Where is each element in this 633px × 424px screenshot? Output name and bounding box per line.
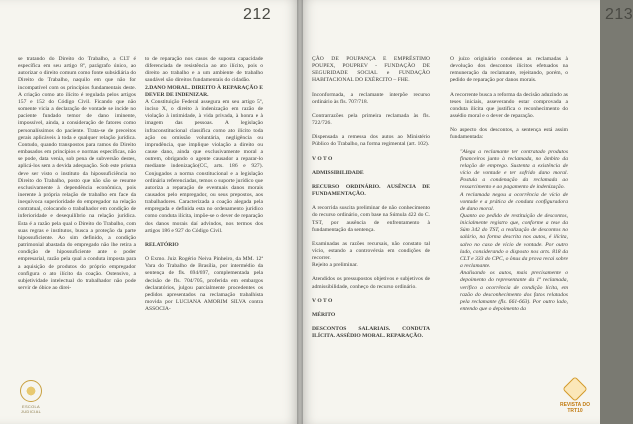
paragraph: A Constituição Federal assegura em seu artigo 5º, inciso X, o direito à indenização em razão de violação à intimidade, à vida privada, à honra e à imagem das pessoas. A legislação infraconstitucional classifica como ato ilícito toda ação ou omissão voluntária, negligência ou imprudência, que implique violação a direito ou cause dano, ainda que exclusivamente moral a outrem, obrigando o agente causador a reparar-lo mediante indenização(CC, arts. 186 e 927). Conjugados a norma constitucional e a legislação ordinária referenciadas, temos o suporte jurídico que autoriza a reparação de eventuais danos morais causados pelo empregador, ou seus prepostos, aos trabalhadores. Caracterizada a coação alegada pela empregada e definida esta no ordenamento jurídico como conduta ilícita, impõe-se o dever de reparação dos danos morais daí advindos, nos termos dos artigos 186 e 927 do Código Civil.	[145, 98, 263, 234]
quote-paragraph: "Alega a reclamante ter contratado produtos financeiros junto à reclamada, no âmbito da relação de emprego. Sustenta a existência de vício de vontade e ter sofrido dano moral. Postula a condenação da reclamada ao ressarcimento e ao pagamento de indenização.	[460, 148, 568, 191]
quote-paragraph: A reclamada negou a ocorrência de vício de vontade e a prática de conduta configuradora de dano moral.	[460, 191, 568, 212]
paragraph: Dispensada a remessa dos autos ao Ministério Público do Trabalho, na forma regimental (art. 102).	[312, 134, 430, 148]
paragraph: Atendidos os pressupostos objetivos e subjetivos de admissibilidade, conheço do recurso ordinário.	[312, 276, 430, 290]
paragraph: ÇÃO DE POUPANÇA E EMPRÉSTIMO POUPEX, POUPREV - FUNDAÇÃO DE SEGURIDADE SOCIAL e FUNDAÇÃO HABITACIONAL DO EXÉRCITO – FHE.	[312, 56, 430, 84]
section-heading: V O T O	[312, 297, 333, 304]
logo-caption: ESCOLA JUDICIAL	[20, 404, 42, 414]
page-number-right: 213	[605, 6, 633, 23]
paragraph: No aspecto dos descontos, a sentença está assim fundamentada:	[450, 127, 568, 141]
quote-paragraph: Analisando os autos, mais precisamente o depoimento do representante da 1ª reclamada, verifico a ocorrência de condição lícita, em razão do desconhecimento dos fatos relatados pela reclamante (fls. 661-663). Por outro lado, entendo que o depoimento da	[460, 270, 568, 312]
page-number-left: 212	[243, 6, 272, 23]
revista-trt10-logo	[555, 380, 595, 414]
text-column-1	[18, 56, 136, 292]
section-heading: DESCONTOS SALARIAIS. CONDUTA ILÍCITA. ASSÉDIO MORAL. REPARAÇÃO.	[312, 326, 430, 340]
paragraph: O Exmo. Juiz Rogério Neiva Pinheiro, da MM. 12ª Vara do Trabalho de Brasília, por intermédio da sentença de fls. 694/697, complementada pela decisão de fls. 704/705, proferida em embargos declaratórios, julgou parcialmente procedentes os pedidos apresentados na reclamação trabalhista movida por LUCIANA AMORIM SILVA contra ASSOCIA-	[145, 256, 263, 313]
section-heading: MÉRITO	[312, 311, 336, 318]
paragraph: A recorrente busca a reforma da decisão aduzindo as teses iniciais, asseverando estar comprovada a conduta ilícita que justifica o reconhecimento do assédio moral e o dever de reparação.	[450, 91, 568, 120]
quote-paragraph: Quanto ao pedido de restituição de descontos, inicialmente registro que, conforme a tese da Súm 342 do TST, a realização de descontos no salário, na forma descrita nos autos, é ilícita, salvo no caso de vício de vontade. Por outro lado, considerando o disposto nos arts. 818 da CLT e 333 do CPC, o ônus da prova recai sobre a reclamante.	[460, 212, 568, 270]
paragraph: O juízo originário condenou as reclamadas à devolução dos descontos ilícitos efetuados na remuneração da reclamante, rejeitando, porém, o pedido de reparação por danos morais.	[450, 56, 568, 84]
paragraph: Contrarrazões pela primeira reclamada às fls. 722/726.	[312, 112, 430, 127]
paragraph: A recorrida suscita preliminar de não conhecimento do recurso ordinário, com base na Súmula 422 do C. TST, por ausência de enfrentamento à fundamentação da sentença.	[312, 205, 430, 233]
left-page	[0, 0, 300, 424]
escola-judicial-logo	[12, 380, 50, 414]
text-column-4	[450, 56, 568, 313]
spine-gutter	[297, 0, 303, 424]
text-column-2	[145, 56, 263, 313]
emblem-icon	[562, 376, 587, 401]
paragraph: Inconformada, a reclamante interpõe recurso ordinário às fls. 707/718.	[312, 91, 430, 105]
paragraph: Examinadas as razões recursais, não constato tal vício, estando a controvérsia em condições de recorrer.	[312, 240, 430, 262]
section-heading: ADMISSIBILIDADE	[312, 169, 364, 176]
paragraph: se tratando do Direito do Trabalho, a CLT é específica em seu artigo 8º, parágrafo único, ao autorizar o direito comum como fonte subsidiária do Direito do Trabalho, naquilo em que não for incompatível com os princípios fundamentais deste. A criação como ato ilícito é regulada pelos artigos 157 e 152 do Código Civil. Ficando que não somente vicia a declaração de vontade se incide no paciente fundado temor de dano iminente, impossível, ainda, a consideração de fatores como personalíssimos do paciente. Trata-se de preceitos gerais aplicáveis à toda e qualquer relação jurídica. Contudo, quando transpostos para ramos do Direito embasados em princípios e normas específicas, não se pode, data venia, sob pena de subversão destes, aplicá-los sem a devida adequação. Sob este prisma deve ser visto o instituto da hipossuficiência no Direito do Trabalho, posto que não são se resume exclusivamente à dependência econômica, pois inerente à própria relação de trabalho em face da inequívoca superioridade do empregador na relação contratual, colocando o trabalhador em condição de inferioridade e desequilíbrio na relação jurídica. Esta é a razão pela qual o Direito do Trabalho, com suas regras e institutos, busca a proteção da parte hipossuficiente. Ao sim definido, a condição patrimonial abastada do empregado não lhe retira a condição de hipossuficiente ante o poder empresarial, razão pela qual a conduta imposta para a aquisição de produtos do próprio empregador configura o ato ilícito da coação. Ostensivo, a subjetividade intelectual do trabalhador não pode servir de óbice ao direi-	[18, 56, 136, 291]
seal-icon	[20, 380, 42, 402]
paragraph: to de reparação nos casos de suposta capacidade diferenciada de resistência ao ato ilícito, pois o direito ao trabalho e a um ambiente de trabalho saudável são direitos fundamentais do cidadão.	[145, 56, 263, 84]
section-heading: RELATÓRIO	[145, 241, 179, 248]
section-heading: 2.DANO MORAL. DIREITO À REPARAÇÃO E DEVER DE INDENIZAR.	[145, 84, 263, 98]
logo-caption: REVISTA DO TRT10	[559, 402, 590, 414]
text-column-3	[312, 56, 430, 340]
section-heading: RECURSO ORDINÁRIO. AUSÊNCIA DE FUNDAMENTAÇÃO.	[312, 183, 430, 198]
section-heading: V O T O	[312, 155, 333, 162]
paragraph: Rejeito a preliminar.	[312, 262, 358, 269]
